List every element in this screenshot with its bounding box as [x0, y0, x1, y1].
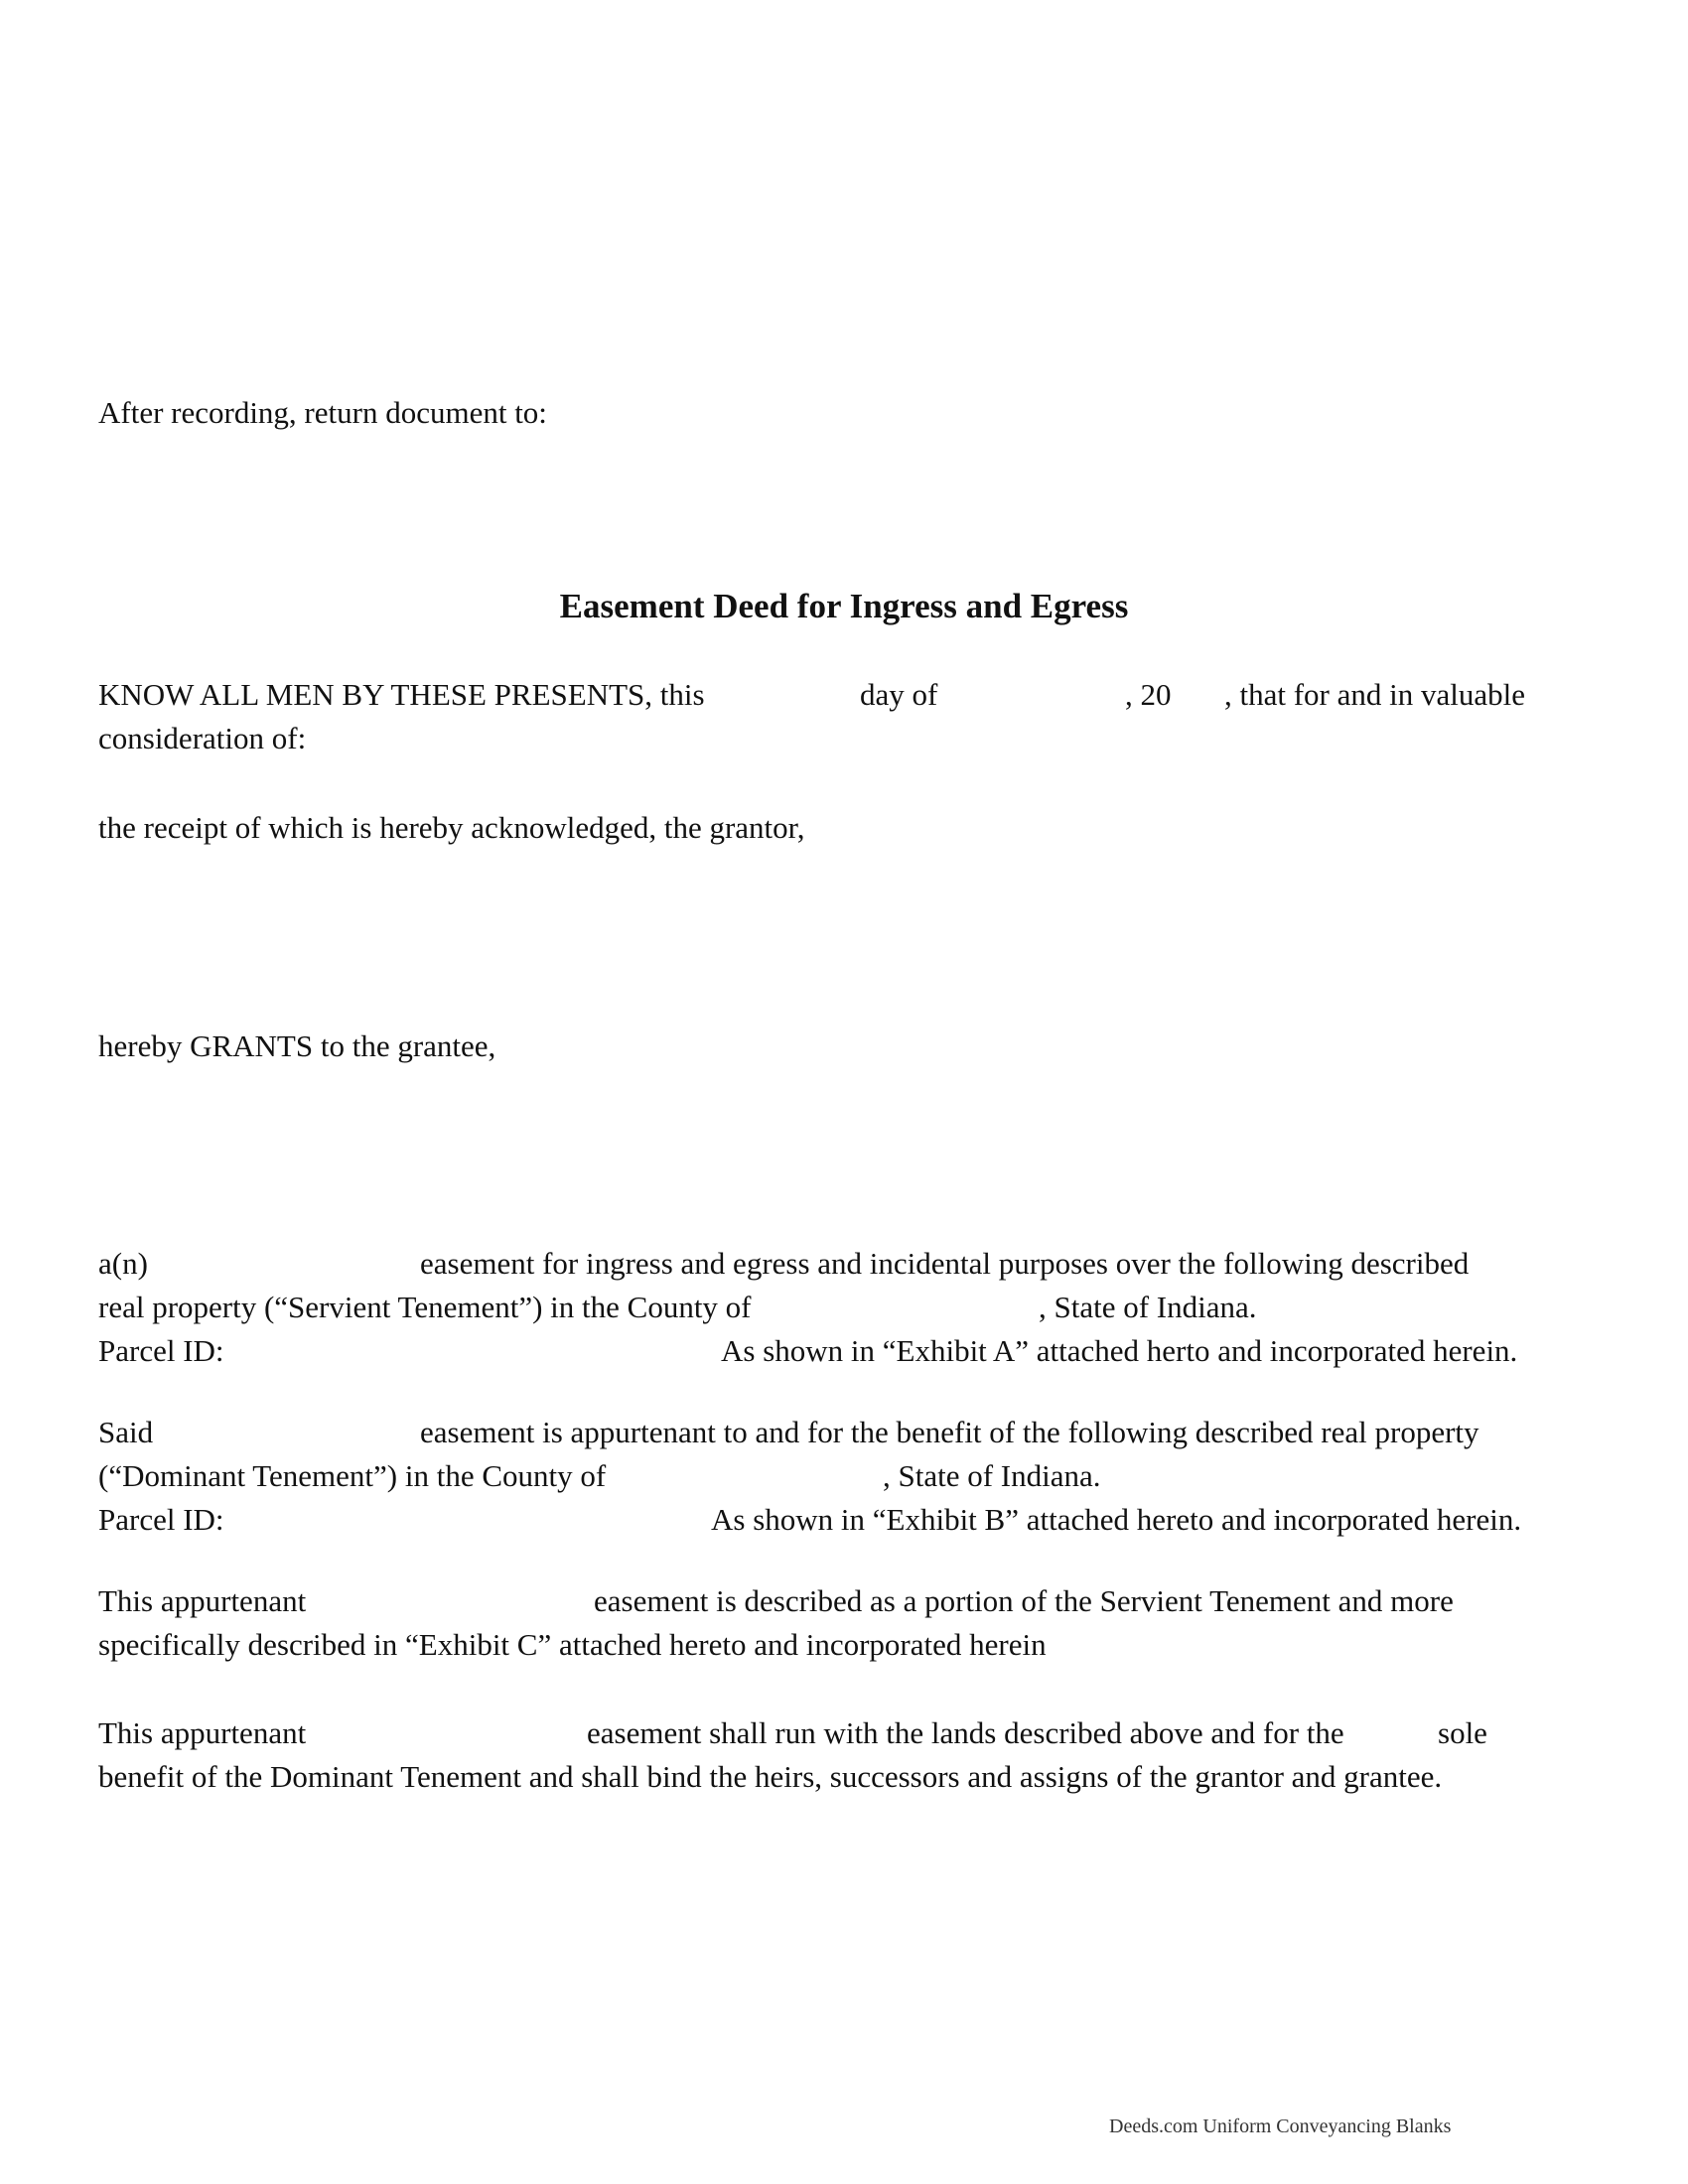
intro-text: KNOW ALL MEN BY THESE PRESENTS, this — [98, 677, 705, 712]
dominant-said-label: Said — [98, 1415, 154, 1449]
dominant-exhibit-b: As shown in “Exhibit B” attached hereto and incorporated herein. — [711, 1502, 1522, 1537]
described-portion-text: easement is described as a portion of the Servient Tenement and more — [594, 1583, 1454, 1618]
runs-sole-text: sole — [1438, 1715, 1487, 1750]
document-title: Easement Deed for Ingress and Egress — [559, 587, 1129, 625]
grants-text: hereby GRANTS to the grantee, — [98, 1028, 496, 1063]
runs-with-lands-text: easement shall run with the lands described above and for the — [587, 1715, 1344, 1750]
servient-easement-type-label: a(n) — [98, 1246, 148, 1281]
servient-parcel-id-label: Parcel ID: — [98, 1333, 224, 1368]
described-exhibit-c: specifically described in “Exhibit C” attached hereto and incorporated herein — [98, 1627, 1047, 1662]
servient-exhibit-a: As shown in “Exhibit A” attached herto and incorporated herein. — [721, 1333, 1518, 1368]
dominant-parcel-id-label: Parcel ID: — [98, 1502, 224, 1537]
intro-year-prefix: , 20 — [1125, 677, 1172, 712]
intro-consideration: consideration of: — [98, 721, 307, 755]
servient-easement-purpose: easement for ingress and egress and incidental purposes over the following described — [420, 1246, 1470, 1281]
dominant-county-label: (“Dominant Tenement”) in the County of — [98, 1458, 607, 1493]
return-address-label: After recording, return document to: — [98, 395, 547, 430]
runs-appurtenant-label: This appurtenant — [98, 1715, 307, 1750]
servient-county-label: real property (“Servient Tenement”) in the County of — [98, 1290, 752, 1324]
intro-day-of: day of — [860, 677, 938, 712]
dominant-state: , State of Indiana. — [883, 1458, 1101, 1493]
receipt-text: the receipt of which is hereby acknowledged, the grantor, — [98, 810, 805, 845]
footer-credit: Deeds.com Uniform Conveyancing Blanks — [1109, 2116, 1452, 2137]
described-appurtenant-label: This appurtenant — [98, 1583, 307, 1618]
intro-valuable: , that for and in valuable — [1224, 677, 1526, 712]
servient-state: , State of Indiana. — [1039, 1290, 1257, 1324]
dominant-easement-benefit: easement is appurtenant to and for the benefit of the following described real property — [420, 1415, 1479, 1449]
runs-binding-text: benefit of the Dominant Tenement and shall bind the heirs, successors and assigns of the grantor and grantee. — [98, 1759, 1443, 1794]
